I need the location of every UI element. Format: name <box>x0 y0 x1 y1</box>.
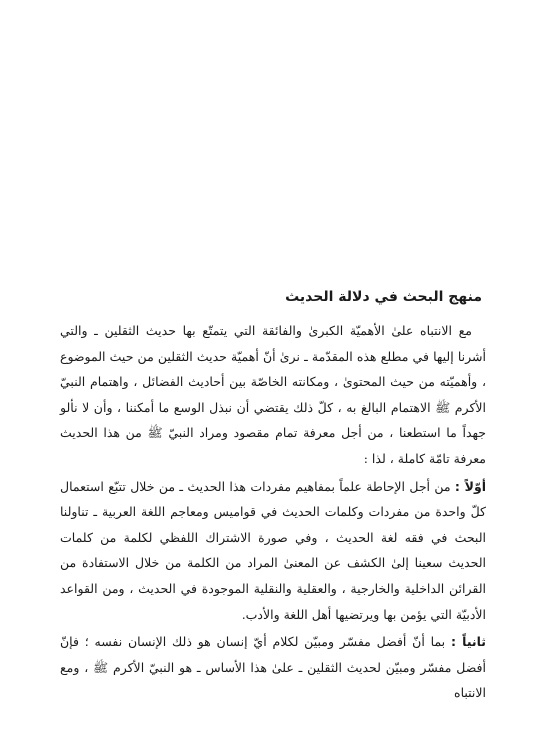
second-point-text: بما أنّ أفضل مفسّر ومبيّن لكلام أيّ إنسان هو ذلك الإنسان نفسه ؛ فإنّ أفضل مفسّر ومبيّن لحديث الثقلين ـ علىٰ هذا الأساس ـ هو النبيّ الأكرم ﷺ ، ومع الانتباه <box>60 634 486 701</box>
page-body <box>60 286 486 706</box>
paragraph-first-point <box>60 474 486 628</box>
section-heading: منهج البحث في دلالة الحديث <box>285 289 482 305</box>
second-point-label: ثانياً : <box>450 634 487 650</box>
paragraph-intro-text: مع الانتباه علىٰ الأهميّة الكبرىٰ والفائقة التي يتمتّع بها حديث الثقلين ـ والتي أشرنا إليها في مطلع هذه المقدّمة ـ نرىٰ أنّ أهميّة حديث الثقلين من حيث الموضوع ، وأهميّته من حيث المحتوىٰ ، ومكانته الخاصّة بين أحاديث الفضائل ، واهتمام النبيّ الأكرم ﷺ الاهتمام البالغ به ، كلّ ذلك يقتضي أن نبذل الوسع ما أمكننا ، وأن لا نألو جهداً ما استطعنا ، من أجل معرفة تمام مقصود ومراد النبيّ ﷺ من هذا الحديث معرفة تامّة كاملة ، لذا : <box>60 323 486 466</box>
paragraph-intro <box>60 318 486 472</box>
first-point-text: من أجل الإحاطة علماً بمفاهيم مفردات هذا الحديث ـ من خلال تتبّع استعمال كلّ واحدة من مفردات وكلمات الحديث في قواميس ومعاجم اللغة العربية ـ تناولنا البحث في فقه لغة الحديث ، وفي صورة الاشتراك اللفظي لكلمة من كلمات الحديث سعينا إلىٰ الكشف عن المعنىٰ المراد من الكلمة من خلال الاستفادة من القرائن الداخلية والخارجية ، والعقلية والنقلية الموجودة في الحديث ، ومن القواعد الأدبيّة التي يؤمن بها ويرتضيها أهل اللغة والأدب. <box>60 478 486 622</box>
paragraph-second-point <box>60 629 486 706</box>
first-point-label: أوّلاً : <box>454 478 486 494</box>
